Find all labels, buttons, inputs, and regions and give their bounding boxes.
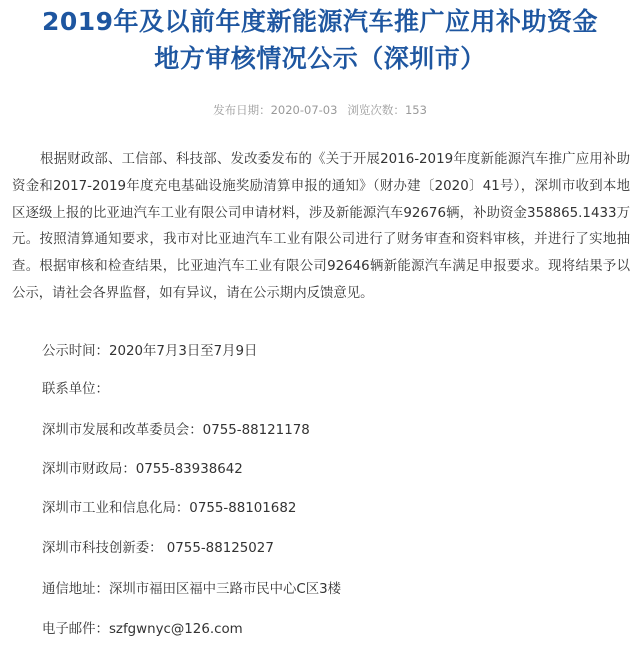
publish-date: 2020-07-03 [270,103,338,117]
view-count: 153 [404,103,427,117]
notice-period: 公示时间：2020年7月3日至7月9日 [42,344,258,359]
contact-item: 深圳市工业和信息化局：0755-88101682 [42,501,297,516]
article-body: 根据财政部、工信部、科技部、发改委发布的《关于开展2016-2019年度新能源汽车推广应用补助资金和2017-2019年度充电基础设施奖励清算申报的通知》（财办建〔2020〕41号），深圳市收到本地区逐级上报的比亚迪汽车工业有限公司申请材料，涉及新能源汽车92676辆，补助资金358865.1433万元。按照清算通知要求，我市对比亚迪汽车工业有限公司进行了财务审查和资料审核，并进行了实地抽查。根据审核和检查结果，比亚迪汽车工业有限公司92646辆新能源汽车满足申报要求。现将结果予以公示，请社会各界监督，如有异议，请在公示期内反馈意见。 [12,152,630,301]
publish-date-label: 发布日期： [213,103,271,117]
contacts-heading: 联系单位： [42,382,109,397]
page-title-line-1: 2019年及以前年度新能源汽车推广应用补助资金 [41,7,599,36]
contact-item: 深圳市财政局：0755-83938642 [42,462,243,477]
view-count-label: 浏览次数： [347,103,405,117]
contact-item: 深圳市发展和改革委员会：0755-88121178 [42,423,310,438]
page-title-line-2: 地方审核情况公示（深圳市） [154,44,486,73]
contact-email: 电子邮件：szfgwnyc@126.com [42,622,243,637]
mailing-address: 通信地址：深圳市福田区福中三路市民中心C区3楼 [42,582,342,597]
contact-item: 深圳市科技创新委： 0755-88125027 [42,541,274,556]
article-meta [0,100,640,120]
